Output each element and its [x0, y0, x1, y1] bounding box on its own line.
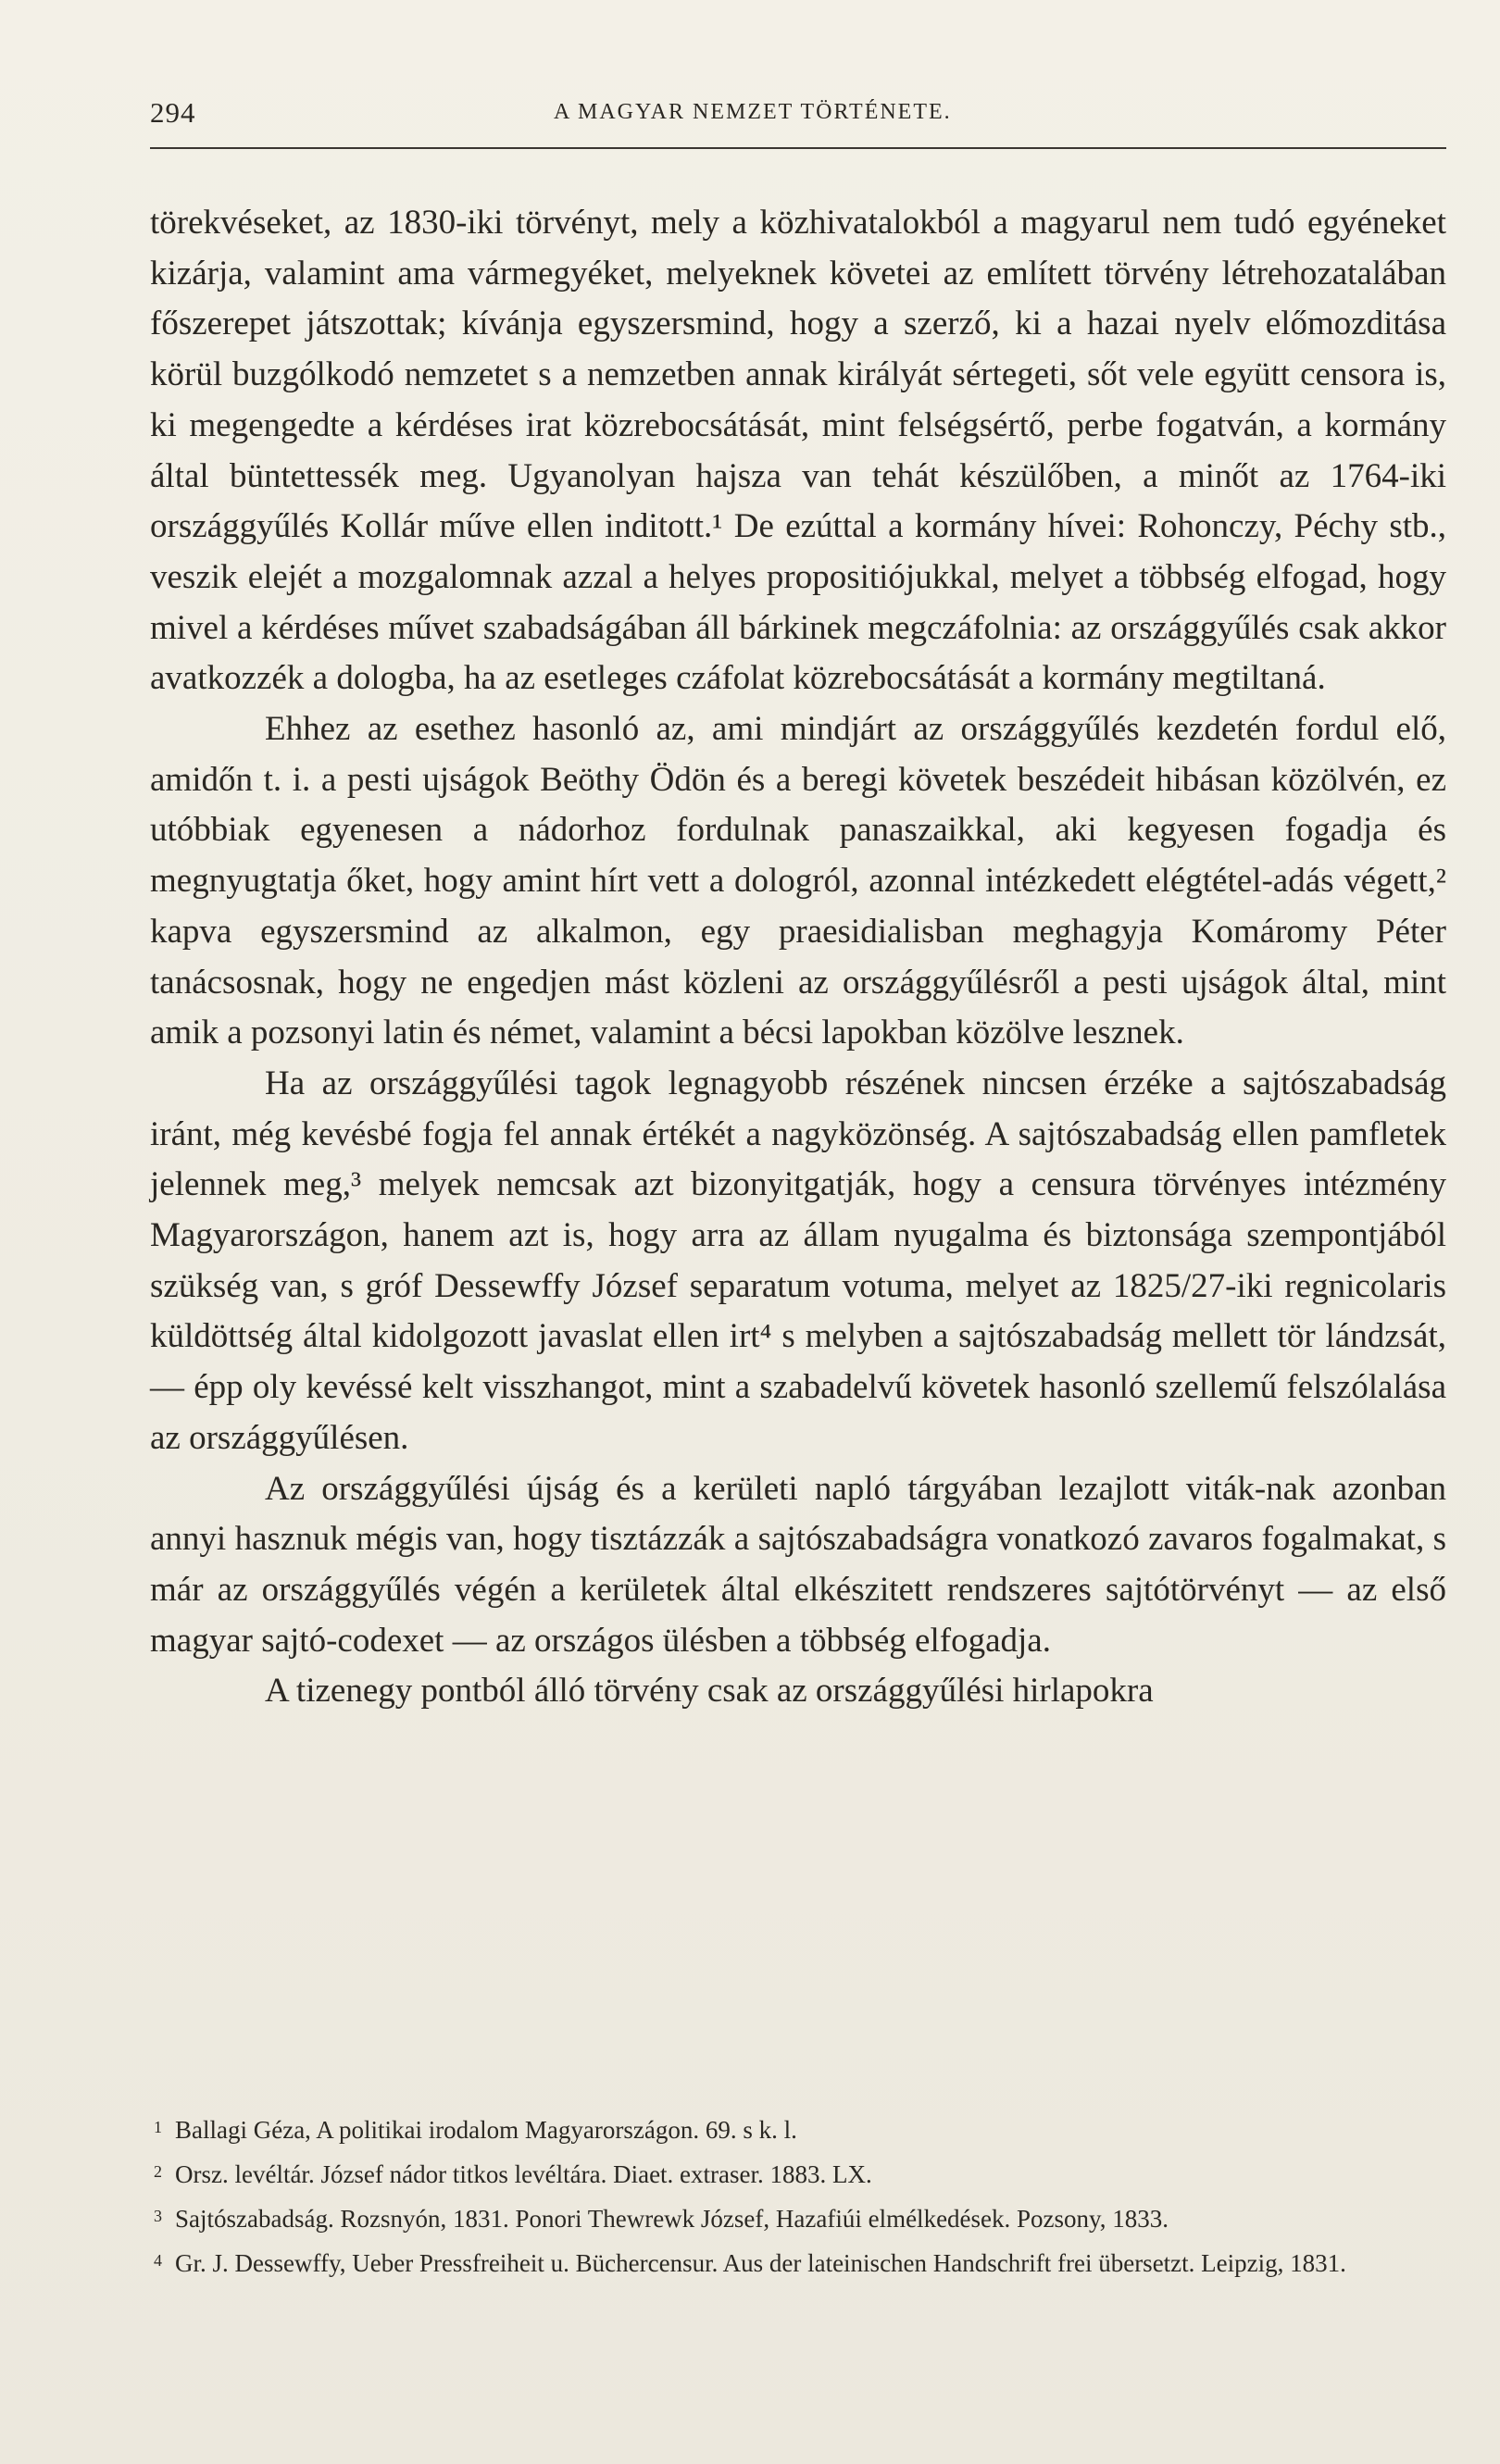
footnote-text: Sajtószabadság. Rozsnyón, 1831. Ponori Thewrewk József, Hazafiúi elmélkedések. Pozsony, 1833. [175, 2205, 1169, 2233]
running-title: A MAGYAR NEMZET TÖRTÉNETE. [554, 100, 952, 124]
footnote-mark: 2 [154, 2162, 162, 2181]
footnote [150, 2240, 1446, 2284]
paragraph: Ehhez az esethez hasonló az, ami mindjárt az országgyűlés kezdetén fordul elő, amidőn t. i. a pesti ujságok Beöthy Ödön és a beregi követek beszédeit hibásan közölvén, ez utóbbiak egyenesen a nádorhoz fordulnak panaszaikkal, aki kegyesen fogadja és megnyugtatja őket, hogy amint hírt vett a dologról, azonnal intézkedett elégtétel-adás végett,² kapva egyszersmind az alkalmon, egy praesidialisban meghagyja Komáromy Péter tanácsosnak, hogy ne engedjen mást közleni az országgyűlésről a pesti ujságok által, mint amik a pozsonyi latin és német, valamint a bécsi lapokban közölve lesznek. [150, 710, 1446, 1052]
paragraph: Az országgyűlési újság és a kerületi napló tárgyában lezajlott viták-nak azonban annyi hasznuk mégis van, hogy tisztázzák a sajtószabadságra vonatkozó zavaros fogalmakat, s már az országgyűlés végén a kerületek által elkészitett rendszeres sajtótörvényt — az első magyar sajtó-codexet — az országos ülésben a többség elfogadja. [150, 1469, 1446, 1660]
footnote-mark: 3 [154, 2207, 162, 2225]
footnote-text: Orsz. levéltár. József nádor titkos levéltára. Diaet. extraser. 1883. LX. [175, 2160, 872, 2188]
footnote [150, 2196, 1446, 2240]
page-header [150, 96, 1446, 139]
footnote-text: Gr. J. Dessewffy, Ueber Pressfreiheit u. Büchercensur. Aus der lateinischen Handschrift frei übersetzt. Leipzig, 1831. [175, 2249, 1346, 2277]
paragraph: A tizenegy pontból álló törvény csak az országgyűlési hirlapokra [265, 1672, 1154, 1711]
footnote [150, 2107, 1446, 2151]
page-number: 294 [150, 96, 196, 129]
footnotes [150, 2107, 1446, 2284]
header-rule [150, 147, 1446, 149]
footnote-text: Ballagi Géza, A politikai irodalom Magyarországon. 69. s k. l. [175, 2116, 797, 2144]
footnote-mark: 1 [154, 2118, 162, 2136]
paragraph: törekvéseket, az 1830-iki törvényt, mely a közhivatalokból a magyarul nem tudó egyéneket kizárja, valamint ama vármegyéket, melyeknek követei az említett törvény létrehozatalában főszerepet játszottak; kívánja egyszersmind, hogy a szerző, ki a hazai nyelv előmozditása körül buzgólkodó nemzetet s a nemzetben annak királyát sértegeti, sőt vele együtt censora is, ki megengedte a kérdéses irat közrebocsátását, mint felségsértő, perbe fogatván, a kormány által büntettessék meg. Ugyanolyan hajsza van tehát készülőben, a minőt az 1764-iki országgyűlés Kollár műve ellen inditott.¹ De ezúttal a kormány hívei: Rohonczy, Péchy stb., veszik elejét a mozgalomnak azzal a helyes propositiójukkal, melyet a többség elfogad, hogy mivel a kérdéses művet szabadságában áll bárkinek megczáfolnia: az országgyűlés csak akkor avatkozzék a dologba, ha az esetleges czáfolat közrebocsátását a kormány megtiltaná. [150, 204, 1446, 698]
paragraph: Ha az országgyűlési tagok legnagyobb részének nincsen érzéke a sajtószabadság iránt, még kevésbé fogja fel annak értékét a nagyközönség. A sajtószabadság ellen pamfletek jelennek meg,³ melyek nemcsak azt bizonyitgatják, hogy a censura törvényes intézmény Magyarországon, hanem azt is, hogy arra az állam nyugalma és biztonsága szempontjából szükség van, s gróf Dessewffy József separatum votuma, melyet az 1825/27-iki regnicolaris küldöttség által kidolgozott javaslat ellen irt⁴ s melyben a sajtószabadság mellett tör lándzsát, — épp oly kevéssé kelt visszhangot, mint a szabadelvű követek hasonló szellemű felszólalása az országgyűlésen. [150, 1064, 1446, 1457]
footnote-mark: 4 [154, 2251, 162, 2270]
body-text [150, 198, 1446, 1717]
footnote [150, 2151, 1446, 2196]
